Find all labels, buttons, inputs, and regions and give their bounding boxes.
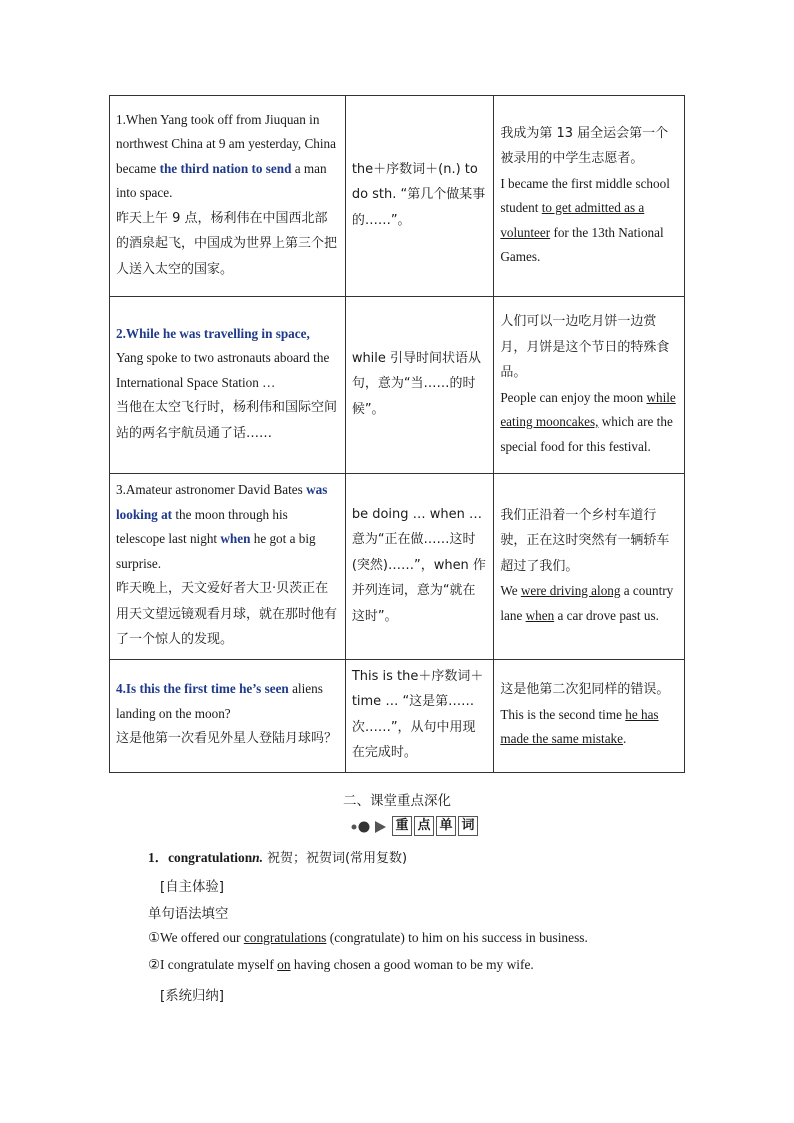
sentence-text: Yang spoke to two astronauts aboard the International Space Station … <box>116 350 330 390</box>
task-label: 单句语法填空 <box>148 907 229 922</box>
practice-text: This is the second time <box>500 706 626 722</box>
practice-text: a car drove past us. <box>554 607 659 623</box>
grammar-note-cell <box>345 474 494 660</box>
row-number: 4. <box>116 681 126 697</box>
answer-text: were driving along <box>520 583 621 598</box>
vocab-meaning: 祝贺；祝贺词(常用复数) <box>266 851 408 866</box>
exercise-answer: on <box>277 957 291 972</box>
table-row <box>110 659 685 772</box>
grammar-note: while 引导时间状语从句，意为“当……的时候”。 <box>351 350 482 417</box>
chinese-prompt: 我成为第 13 届全运会第一个被录用的中学生志愿者。 <box>500 125 669 166</box>
vocab-word: congratulation <box>168 850 253 865</box>
sentence-text: Amateur astronomer David Bates <box>125 482 307 497</box>
banner-char: 单 <box>436 816 456 836</box>
answer-text: when <box>525 607 555 623</box>
practice-cell <box>494 96 685 297</box>
banner-decoration-icon <box>350 820 390 834</box>
practice-cell <box>494 659 685 772</box>
row-number: 2. <box>116 325 126 341</box>
row-number: 3. <box>116 482 126 497</box>
highlighted-phrase: Is this the first time he’s seen <box>125 681 289 697</box>
example-sentence-cell <box>110 96 346 297</box>
grammar-note: the＋序数词＋(n.) to do sth. “第几个做某事的……”。 <box>351 161 486 228</box>
chinese-translation: 当他在太空飞行时，杨利伟和国际空间站的两名宇航员通了话…… <box>116 400 338 441</box>
vocab-number: 1． <box>148 850 169 865</box>
practice-text: I became the first middle school student <box>500 175 670 215</box>
sentence-text: When Yang took off from Jiuquan in northwest China at 9 am yesterday, China became <box>116 111 336 176</box>
table-row <box>110 474 685 660</box>
row-number: 1. <box>116 111 126 127</box>
highlighted-phrase: was looking at <box>116 482 328 522</box>
banner-label <box>392 816 480 836</box>
answer-text: he has made the same mistake <box>500 706 659 747</box>
chinese-translation: 昨天晚上，天文爱好者大卫·贝茨正在用天文望远镜观看月球，就在那时他有了一个惊人的发现。 <box>116 581 338 647</box>
chinese-translation: 这是他第一次看见外星人登陆月球吗？ <box>116 731 338 747</box>
sentence-text: a man into space. <box>116 160 327 201</box>
summary-label: [系统归纳] <box>160 989 225 1004</box>
section-title: 二、课堂重点深化 <box>343 793 451 809</box>
highlighted-phrase: the third nation to send <box>159 160 292 176</box>
banner-char: 点 <box>414 816 434 836</box>
exercise-text: ①We offered our <box>148 930 244 945</box>
grammar-note: This is the＋序数词＋time … “这是第……次……”，从句中用现在完成时。 <box>351 668 484 760</box>
exercise-2 <box>148 957 534 973</box>
practice-cell <box>494 297 685 474</box>
exercise-text: ②I congratulate myself <box>148 957 278 972</box>
practice-text: We <box>500 583 521 598</box>
highlighted-phrase: While he was travelling in space, <box>125 325 310 341</box>
answer-text: to get admitted as a volunteer <box>500 200 645 240</box>
chinese-prompt: 这是他第二次犯同样的错误。 <box>500 682 670 698</box>
banner-char: 重 <box>392 816 412 836</box>
practice-text: . <box>623 731 627 747</box>
grammar-note: be doing … when … 意为“正在做……这时(突然)……”，when 作并列连词，意为“就在这时”。 <box>351 506 486 624</box>
sentence-analysis-table <box>109 95 685 773</box>
practice-text: for the 13th National Games. <box>500 224 664 264</box>
banner-char: 词 <box>458 816 478 836</box>
part-of-speech: n. <box>252 850 263 865</box>
example-sentence-cell <box>110 474 346 660</box>
answer-text: while eating mooncakes, <box>500 389 676 429</box>
sentence-text: aliens landing on the moon? <box>116 681 323 721</box>
chinese-prompt: 我们正沿着一个乡村车道行驶，正在这时突然有一辆轿车超过了我们。 <box>500 507 670 574</box>
highlighted-phrase: when <box>220 531 251 546</box>
self-experience-label: [自主体验] <box>160 880 225 895</box>
key-words-banner <box>350 816 476 838</box>
exercise-1 <box>148 930 588 946</box>
exercise-answer: congratulations <box>243 930 327 945</box>
example-sentence-cell <box>110 297 346 474</box>
example-sentence-cell <box>110 659 346 772</box>
sentence-text: the moon through his telescope last night <box>116 506 288 546</box>
grammar-note-cell <box>345 659 494 772</box>
practice-cell <box>494 474 685 660</box>
exercise-text: (congratulate) to him on his success in business. <box>326 930 588 945</box>
table-row <box>110 96 685 297</box>
grammar-note-cell <box>345 96 494 297</box>
practice-text: People can enjoy the moon <box>500 389 647 405</box>
exercise-text: having chosen a good woman to be my wife. <box>290 957 534 972</box>
chinese-prompt: 人们可以一边吃月饼一边赏月，月饼是这个节日的特殊食品。 <box>500 314 670 380</box>
practice-text: which are the special food for this festival. <box>500 414 673 454</box>
practice-text: a country lane <box>500 583 674 623</box>
chinese-translation: 昨天上午 9 点，杨利伟在中国西北部的酒泉起飞，中国成为世界上第三个把人送入太空的国家。 <box>116 210 338 277</box>
table-row <box>110 297 685 474</box>
sentence-text: he got a big surprise. <box>116 531 316 571</box>
grammar-note-cell <box>345 297 494 474</box>
vocab-heading <box>148 847 407 866</box>
